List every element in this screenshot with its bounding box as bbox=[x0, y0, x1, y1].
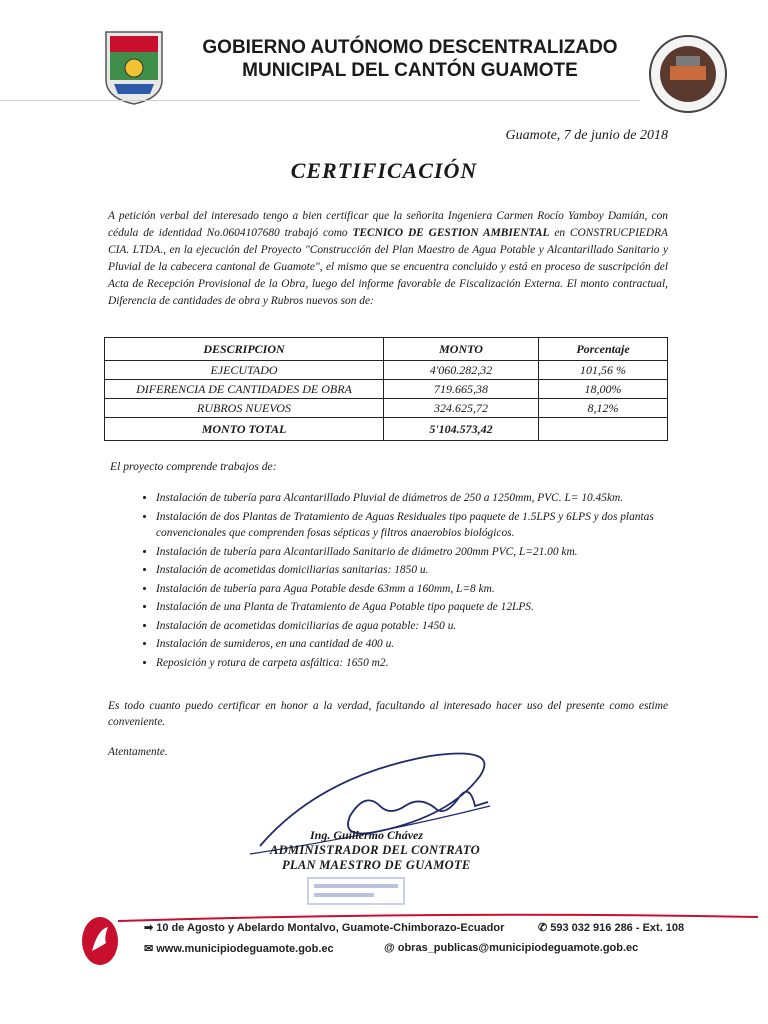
header-monto: MONTO bbox=[384, 338, 539, 361]
cell-desc: EJECUTADO bbox=[105, 361, 384, 380]
table-header-row bbox=[105, 338, 668, 361]
header-descripcion: DESCRIPCION bbox=[105, 338, 384, 361]
cell-desc: DIFERENCIA DE CANTIDADES DE OBRA bbox=[105, 380, 384, 399]
footer-email: @ obras_publicas@municipiodeguamote.gob.ec bbox=[384, 942, 639, 954]
document-date: Guamote, 7 de junio de 2018 bbox=[505, 128, 668, 143]
cell-monto: 719.665,38 bbox=[384, 380, 539, 399]
faded-stamp bbox=[306, 876, 406, 906]
web-icon: ✉ bbox=[144, 943, 154, 955]
list-item: • Instalación de acometidas domiciliarias de agua potable: 1450 u. bbox=[156, 618, 696, 635]
list-item: • Instalación de dos Plantas de Tratamiento de Aguas Residuales tipo paquete de 1.5LPS y 6LPS y dos plantas convencionales que comprenden fosas sépticas y filtros anaerobios biológicos. bbox=[156, 509, 696, 542]
cell-pct: 101,56 % bbox=[539, 361, 668, 380]
email-icon: @ bbox=[384, 942, 395, 954]
works-list bbox=[130, 490, 696, 673]
signer-project: PLAN MAESTRO DE GUAMOTE bbox=[282, 858, 471, 872]
list-item: • Instalación de acometidas domiciliarias sanitarias: 1850 u. bbox=[156, 562, 696, 579]
signer-name: Ing. Guillermo Chávez bbox=[310, 828, 424, 842]
signer-role: ADMINISTRADOR DEL CONTRATO bbox=[270, 843, 480, 857]
header-divider bbox=[0, 100, 640, 101]
cell-desc: RUBROS NUEVOS bbox=[105, 399, 384, 418]
works-intro: El proyecto comprende trabajos de: bbox=[110, 460, 277, 473]
institution-title: GOBIERNO AUTÓNOMO DESCENTRALIZADO MUNICIPAL DEL CANTÓN GUAMOTE bbox=[202, 37, 618, 81]
footer-phone: ✆ 593 032 916 286 - Ext. 108 bbox=[538, 922, 685, 934]
list-item: • Reposición y rotura de carpeta asfáltica: 1650 m2. bbox=[156, 655, 696, 672]
footer-website: ✉ www.municipiodeguamote.gob.ec bbox=[144, 943, 334, 955]
list-item: • Instalación de tubería para Agua Potable desde 63mm a 160mm, L=8 km. bbox=[156, 581, 696, 598]
intro-paragraph: A petición verbal del interesado tengo a bien certificar que la señorita Ingeniera Carmen Rocío Yamboy Damián, con cédula de identidad No.0604107680 trabajó como TECNICO DE GESTION AMBIENTAL en CONSTRUCPIEDRA CIA. LTDA., en la ejecución del Proyecto "Construcción del Plan Maestro de Agua Potable y Alcantarillado Sanitario y Pluvial de la cabecera cantonal de Guamote", el mismo que se encuentra concluido y está en proceso de suscripción del Acta de Recepción Provisional de la Obra, luego del informe favorable de Fiscalización Externa. El monto contractual, Diferencia de cantidades de obra y Rubros nuevos son de: bbox=[108, 210, 668, 307]
cell-pct: 18,00% bbox=[539, 380, 668, 399]
footer-address: ➡ 10 de Agosto y Abelardo Montalvo, Guamote-Chimborazo-Ecuador bbox=[144, 922, 505, 934]
document-heading: CERTIFICACIÓN bbox=[290, 158, 478, 183]
total-monto: 5'104.573,42 bbox=[384, 418, 539, 441]
closing-paragraph: Es todo cuanto puedo certificar en honor a la verdad, facultando al interesado hacer uso del presente como estime conveniente. bbox=[108, 700, 668, 728]
cell-monto: 4'060.282,32 bbox=[384, 361, 539, 380]
table-total-row bbox=[105, 418, 668, 441]
list-item: • Instalación de tubería para Alcantarillado Pluvial de diámetros de 250 a 1250mm, PVC. L= 10.45km. bbox=[156, 490, 696, 507]
cell-monto: 324.625,72 bbox=[384, 399, 539, 418]
total-pct bbox=[539, 418, 668, 441]
table-row bbox=[105, 361, 668, 380]
phone-icon: ✆ bbox=[538, 922, 548, 934]
footer-bird-logo bbox=[80, 913, 120, 967]
list-item: • Instalación de sumideros, en una cantidad de 400 u. bbox=[156, 636, 696, 653]
municipal-coat-of-arms-logo bbox=[100, 28, 168, 106]
cell-pct: 8,12% bbox=[539, 399, 668, 418]
table-row bbox=[105, 380, 668, 399]
list-item: • Instalación de tubería para Alcantarillado Sanitario de diámetro 200mm PVC, L=21.00 km. bbox=[156, 544, 696, 561]
table-row bbox=[105, 399, 668, 418]
amounts-table bbox=[104, 337, 668, 441]
regards: Atentamente. bbox=[108, 746, 168, 758]
header-porcentaje: Porcentaje bbox=[539, 338, 668, 361]
total-desc: MONTO TOTAL bbox=[105, 418, 384, 441]
contractor-seal-logo bbox=[646, 32, 730, 116]
arrow-right-icon: ➡ bbox=[144, 922, 154, 934]
list-item: • Instalación de una Planta de Tratamiento de Agua Potable tipo paquete de 12LPS. bbox=[156, 599, 696, 616]
